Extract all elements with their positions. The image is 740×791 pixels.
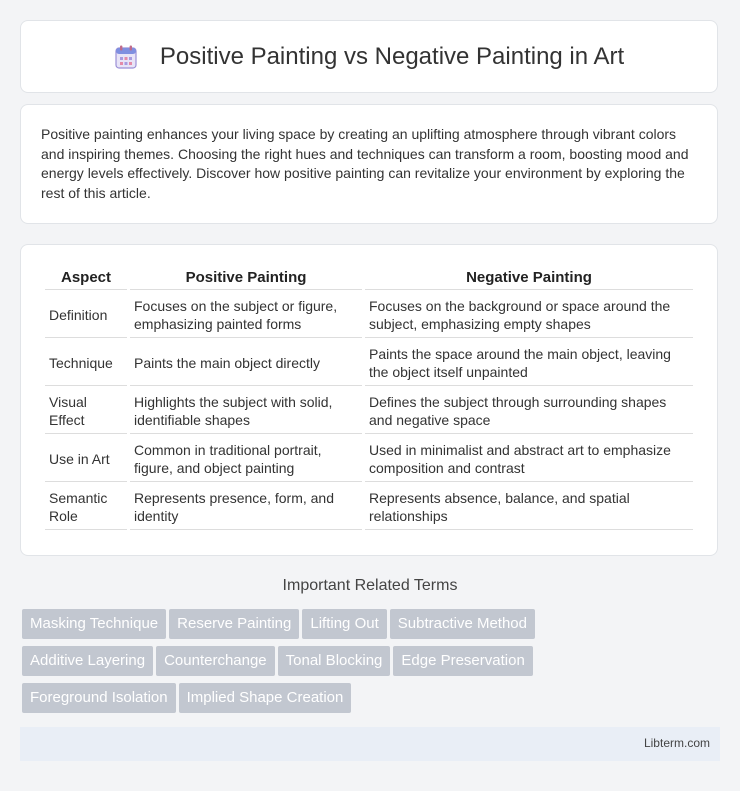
cell-positive: Paints the main object directly [130,340,362,386]
term-tag[interactable]: Implied Shape Creation [179,683,352,713]
related-terms-list [22,609,722,720]
term-tag[interactable]: Counterchange [156,646,275,676]
term-tag[interactable]: Tonal Blocking [278,646,391,676]
term-tag[interactable]: Foreground Isolation [22,683,176,713]
table-row [45,340,693,386]
table-row [45,484,693,530]
comparison-table-card [20,244,718,556]
table-header-row [45,267,693,290]
header-aspect: Aspect [45,267,127,290]
cell-positive: Highlights the subject with solid, identifiable shapes [130,388,362,434]
cell-positive: Represents presence, form, and identity [130,484,362,530]
comparison-table [42,265,696,532]
table-row [45,436,693,482]
header-negative: Negative Painting [365,267,693,290]
header-positive: Positive Painting [130,267,362,290]
cell-aspect: Use in Art [45,436,127,482]
table-row [45,388,693,434]
term-tag[interactable]: Additive Layering [22,646,153,676]
page-title: Positive Painting vs Negative Painting in Art [159,42,625,70]
related-terms-title: Important Related Terms [282,577,458,594]
term-tag[interactable]: Reserve Painting [169,609,299,639]
cell-aspect: Definition [45,292,127,338]
intro-card [20,104,718,224]
footer-site-link[interactable]: Libterm.com [643,736,710,750]
cell-aspect: Semantic Role [45,484,127,530]
cell-positive: Focuses on the subject or figure, emphasizing painted forms [130,292,362,338]
term-tag[interactable]: Masking Technique [22,609,166,639]
cell-negative: Paints the space around the main object, leaving the object itself unpainted [365,340,693,386]
footer [20,727,720,761]
cell-aspect: Visual Effect [45,388,127,434]
cell-aspect: Technique [45,340,127,386]
term-tag[interactable]: Subtractive Method [390,609,535,639]
intro-text: Positive painting enhances your living space by creating an uplifting atmosphere through vibrant colors and inspiring themes. Choosing the right hues and techniques can transform a room, boosting mood and energy levels effectively. Discover how positive painting can revitalize your environment by exploring the rest of this article. [41,126,689,201]
term-tag[interactable]: Lifting Out [302,609,386,639]
term-tag[interactable]: Edge Preservation [393,646,532,676]
calendar-icon [114,44,138,70]
title-card [20,20,718,93]
cell-negative: Used in minimalist and abstract art to emphasize composition and contrast [365,436,693,482]
table-row [45,292,693,338]
cell-positive: Common in traditional portrait, figure, and object painting [130,436,362,482]
cell-negative: Represents absence, balance, and spatial relationships [365,484,693,530]
cell-negative: Focuses on the background or space around the subject, emphasizing empty shapes [365,292,693,338]
cell-negative: Defines the subject through surrounding shapes and negative space [365,388,693,434]
